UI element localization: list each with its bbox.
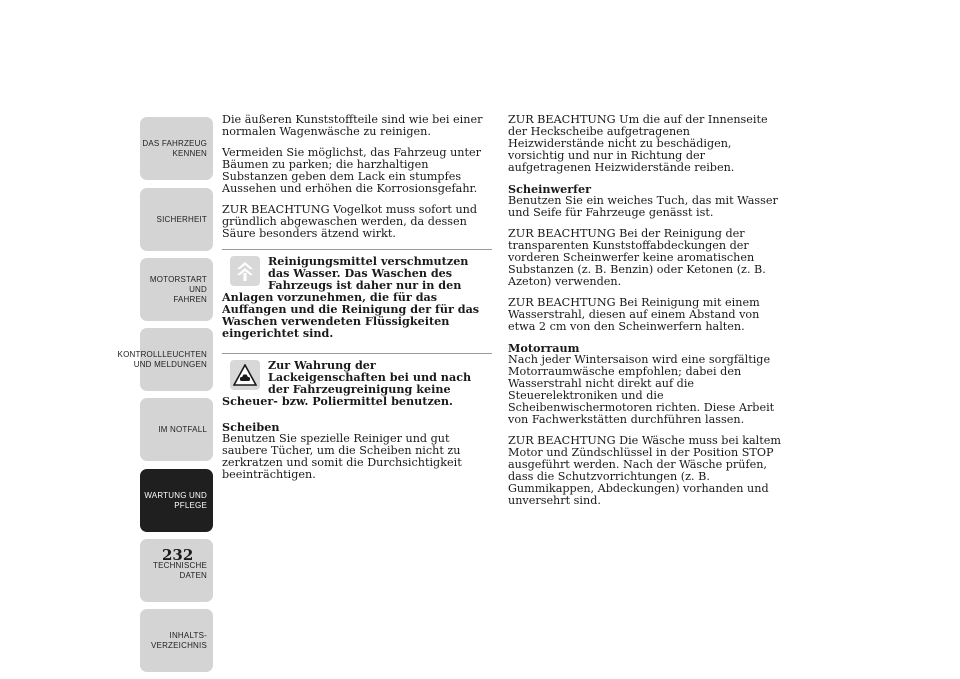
tab-das-fahrzeug-kennen[interactable]: DAS FAHRZEUG KENNEN bbox=[140, 117, 213, 180]
tab-technische-daten[interactable]: TECHNISCHE DATEN bbox=[140, 539, 213, 602]
left-column bbox=[222, 114, 492, 490]
tab-kontrollleuchten[interactable]: KONTROLLLEUCHTEN UND MELDUNGEN bbox=[140, 328, 213, 391]
paragraph: Die äußeren Kunststoffteile sind wie bei einer normalen Wagenwäsche zu reinigen. bbox=[222, 113, 483, 138]
paragraph: ZUR BEACHTUNG Um die auf der Innenseite der Heckscheibe aufgetragenen Heizwiderstände nicht zu beschädigen, vorsichtig und nur in Richtung der aufgetragenen Heizwiderstände reiben. bbox=[508, 113, 768, 174]
paragraph: Nach jeder Wintersaison wird eine sorgfältige Motorraumwäsche empfohlen; dabei den Wasserstrahl nicht direkt auf die Steuerelektroniken und die Scheibenwischermotoren richten. Diese Arbeit von Fachwerkstätten durchführen lassen. bbox=[508, 353, 775, 426]
tab-inhaltsverzeichnis[interactable]: INHALTS- VERZEICHNIS bbox=[140, 609, 213, 672]
caution-notice-text: Zur Wahrung der Lackeigenschaften bei und nach der Fahrzeugreinigung keine Scheuer- bzw. Poliermittel benutzen. bbox=[222, 358, 472, 408]
environment-notice-text: Reinigungsmittel verschmutzen das Wasser. Das Waschen des Fahrzeugs ist daher nur in den Anlagen vorzunehmen, die für das Auffangen und die Reinigung der für das Waschen verwendeten Flüssigkeiten eingerichtet sind. bbox=[222, 254, 480, 340]
tab-sicherheit[interactable]: SICHERHEIT bbox=[140, 188, 213, 251]
paragraph: Vermeiden Sie möglichst, das Fahrzeug unter Bäumen zu parken; die harzhaltigen Substanzen geben dem Lack ein stumpfes Aussehen und erhöhen die Korrosionsgefahr. bbox=[222, 146, 481, 195]
paragraph: ZUR BEACHTUNG Bei der Reinigung der transparenten Kunststoffabdeckungen der vorderen Scheinwerfer keine aromatischen Substanzen (z. B. Benzin) oder Ketonen (z. B. Azeton) verwenden. bbox=[508, 227, 766, 288]
paragraph: Benutzen Sie ein weiches Tuch, das mit Wasser und Seife für Fahrzeuge genässt ist. bbox=[508, 194, 778, 219]
page-number: 232 bbox=[162, 546, 194, 564]
environment-notice bbox=[222, 249, 492, 339]
section-heading: Scheinwerfer bbox=[508, 182, 591, 196]
divider bbox=[222, 249, 492, 250]
paragraph: Benutzen Sie spezielle Reiniger und gut saubere Tücher, um die Scheiben nicht zu zerkratzen und somit die Durchsichtigkeit beeinträchtigen. bbox=[222, 432, 462, 481]
environment-icon bbox=[230, 256, 260, 286]
section-heading: Scheiben bbox=[222, 420, 280, 434]
warning-triangle-icon bbox=[230, 360, 260, 390]
paragraph: ZUR BEACHTUNG Bei Reinigung mit einem Wasserstrahl, diesen auf einem Abstand von etwa 2 cm von den Scheinwerfern halten. bbox=[508, 296, 760, 333]
paragraph: ZUR BEACHTUNG Vogelkot muss sofort und gründlich abgewaschen werden, da dessen Säure besonders ätzend wirkt. bbox=[222, 203, 478, 240]
caution-notice bbox=[222, 353, 492, 407]
section-heading: Motorraum bbox=[508, 341, 580, 355]
divider bbox=[222, 353, 492, 354]
right-column bbox=[508, 114, 783, 516]
paragraph: ZUR BEACHTUNG Die Wäsche muss bei kaltem Motor und Zündschlüssel in der Position STOP ausgeführt werden. Nach der Wäsche prüfen, dass die Schutzvorrichtungen (z. B. Gummikappen, Abdeckungen) vorhanden und unversehrt sind. bbox=[508, 434, 781, 507]
tab-wartung-und-pflege[interactable]: WARTUNG UND PFLEGE bbox=[140, 469, 213, 532]
tab-motorstart-und-fahren[interactable]: MOTORSTART UND FAHREN bbox=[140, 258, 213, 321]
tab-im-notfall[interactable]: IM NOTFALL bbox=[140, 398, 213, 461]
